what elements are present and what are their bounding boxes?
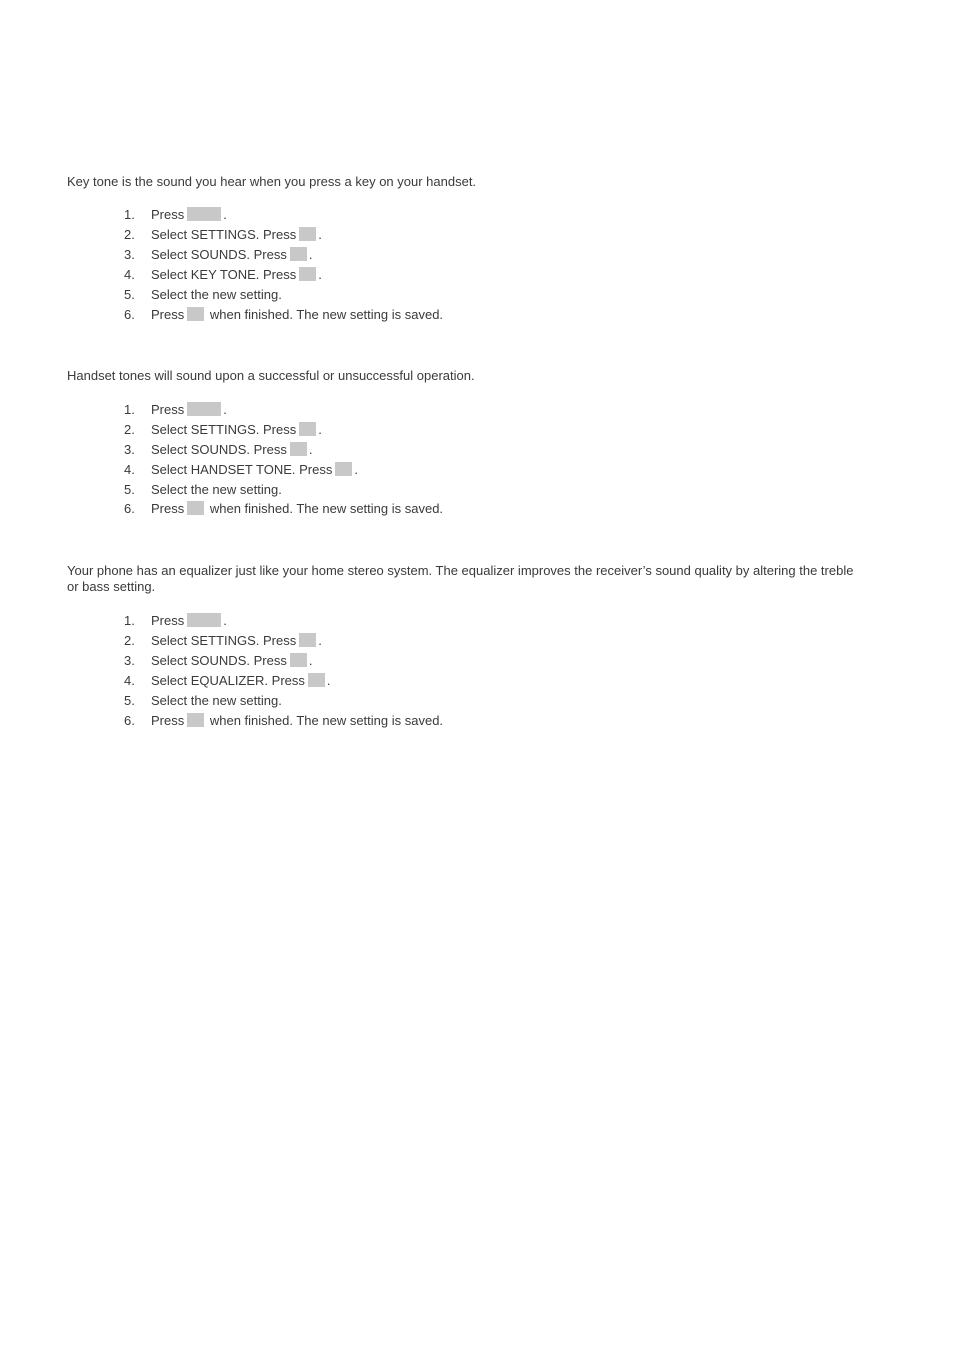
step-number: 5. bbox=[124, 287, 135, 302]
step-text: Press bbox=[151, 501, 185, 516]
step-number: 6. bbox=[124, 501, 135, 516]
step-text: Press bbox=[151, 713, 185, 728]
select-key-icon bbox=[290, 247, 307, 261]
step-text-after: . bbox=[223, 207, 227, 222]
step-number: 1. bbox=[124, 613, 135, 628]
step-number: 4. bbox=[124, 673, 135, 688]
select-key-icon bbox=[299, 267, 316, 281]
step-text-after: when finished. The new setting is saved. bbox=[209, 307, 444, 322]
step-number: 1. bbox=[124, 207, 135, 222]
step-text-after: . bbox=[318, 633, 322, 648]
step-text: Press bbox=[151, 402, 185, 417]
select-key-icon bbox=[308, 673, 325, 687]
step-text: Select SOUNDS. Press bbox=[151, 653, 287, 668]
section-equalizer bbox=[67, 563, 867, 728]
step-text: Select HANDSET TONE. Press bbox=[151, 462, 333, 477]
step-text-after: . bbox=[223, 402, 227, 417]
end-key-icon bbox=[187, 501, 204, 515]
step-text: Select SETTINGS. Press bbox=[151, 422, 297, 437]
step-text-after: . bbox=[308, 247, 313, 262]
step-text: Select SETTINGS. Press bbox=[151, 633, 297, 648]
end-key-icon bbox=[187, 713, 204, 727]
menu-key-icon bbox=[187, 613, 221, 627]
step-text: Press bbox=[151, 613, 185, 628]
step-text: Select the new setting. bbox=[151, 693, 282, 708]
section-intro: Handset tones will sound upon a successful or unsuccessful operation. bbox=[67, 368, 475, 383]
section-intro: Your phone has an equalizer just like your home stereo system. The equalizer improves the receiver’s sound quality by altering the treble or bass setting. bbox=[67, 563, 854, 594]
select-key-icon bbox=[335, 462, 352, 476]
step-text: Select the new setting. bbox=[151, 287, 282, 302]
step-text-after: . bbox=[318, 267, 322, 282]
step-text: Select SOUNDS. Press bbox=[151, 442, 287, 457]
step-text: Press bbox=[151, 307, 185, 322]
select-key-icon bbox=[290, 442, 307, 456]
step-text-after: . bbox=[308, 442, 313, 457]
step-number: 3. bbox=[124, 653, 135, 668]
section-handset-tone bbox=[67, 368, 867, 516]
step-number: 5. bbox=[124, 482, 135, 497]
step-text-after: when finished. The new setting is saved. bbox=[209, 713, 444, 728]
end-key-icon bbox=[187, 307, 204, 321]
step-text: Select SOUNDS. Press bbox=[151, 247, 287, 262]
step-text: Select EQUALIZER. Press bbox=[151, 673, 305, 688]
step-number: 1. bbox=[124, 402, 135, 417]
step-number: 4. bbox=[124, 462, 135, 477]
section-intro: Key tone is the sound you hear when you press a key on your handset. bbox=[67, 174, 477, 189]
step-text: Select KEY TONE. Press bbox=[151, 267, 297, 282]
step-text: Select the new setting. bbox=[151, 482, 282, 497]
step-text-after: . bbox=[354, 462, 358, 477]
select-key-icon bbox=[299, 422, 316, 436]
step-text-after: . bbox=[318, 422, 322, 437]
menu-key-icon bbox=[187, 402, 221, 416]
step-number: 2. bbox=[124, 422, 135, 437]
step-number: 6. bbox=[124, 713, 135, 728]
menu-key-icon bbox=[187, 207, 221, 221]
step-text-after: when finished. The new setting is saved. bbox=[209, 501, 444, 516]
step-text: Press bbox=[151, 207, 185, 222]
step-text-after: . bbox=[326, 673, 331, 688]
step-text-after: . bbox=[223, 613, 227, 628]
select-key-icon bbox=[290, 653, 307, 667]
select-key-icon bbox=[299, 227, 316, 241]
step-number: 2. bbox=[124, 227, 135, 242]
section-key-tone bbox=[67, 174, 867, 322]
step-text-after: . bbox=[318, 227, 322, 242]
step-text-after: . bbox=[308, 653, 313, 668]
step-number: 2. bbox=[124, 633, 135, 648]
step-number: 5. bbox=[124, 693, 135, 708]
step-number: 6. bbox=[124, 307, 135, 322]
step-number: 4. bbox=[124, 267, 135, 282]
step-number: 3. bbox=[124, 247, 135, 262]
step-text: Select SETTINGS. Press bbox=[151, 227, 297, 242]
select-key-icon bbox=[299, 633, 316, 647]
step-number: 3. bbox=[124, 442, 135, 457]
